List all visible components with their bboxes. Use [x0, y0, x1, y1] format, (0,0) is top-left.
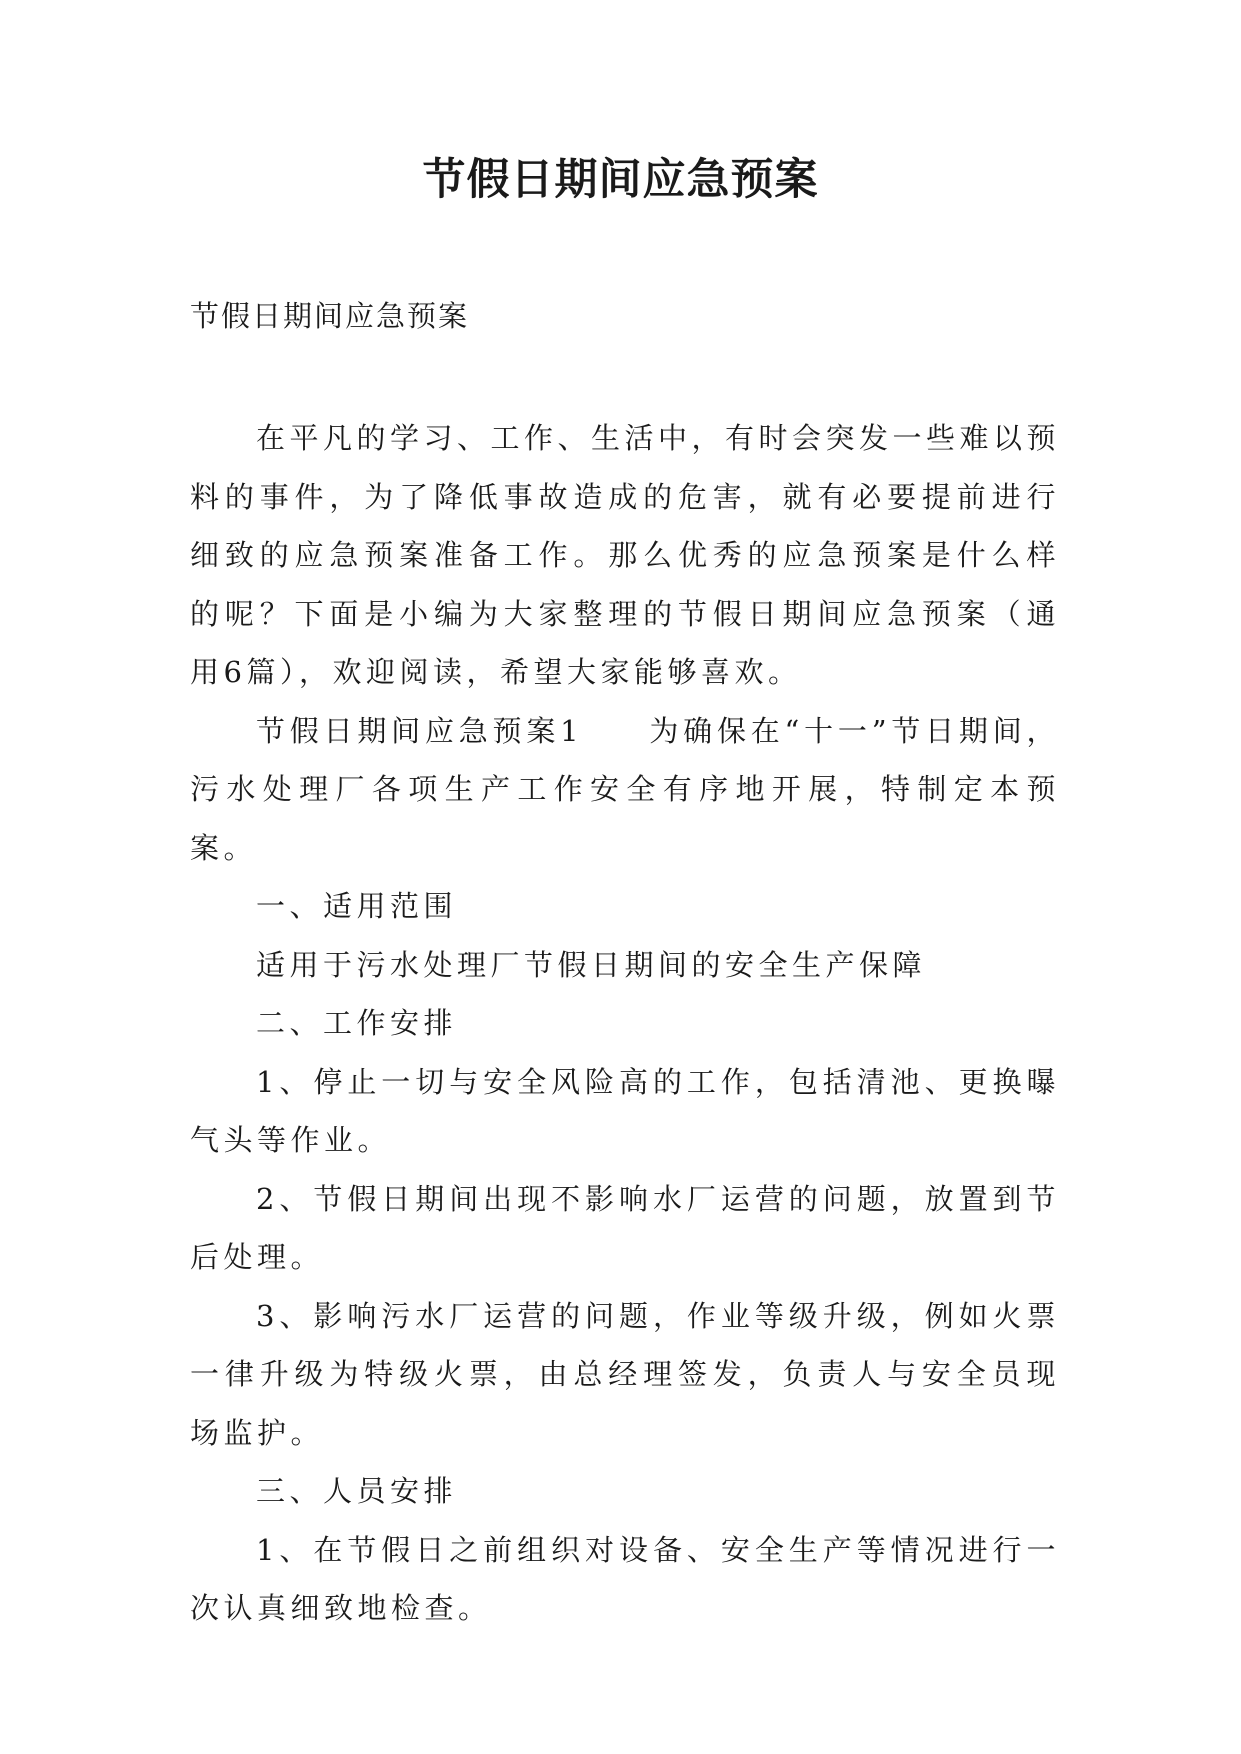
document-title: 节假日期间应急预案	[422, 155, 819, 205]
scope-text: 适用于污水处理厂节假日期间的安全生产保障	[256, 947, 927, 982]
work-item: 1、停止一切与安全风险高的工作，包括清池、更换曝气头等作业。	[190, 1064, 1060, 1157]
intro-paragraph: 在平凡的学习、工作、生活中，有时会突发一些难以预料的事件，为了降低事故造成的危害，就有必要提前进行细致的应急预案准备工作。那么优秀的应急预案是什么样的呢？下面是小编为大家整理的节假日期间应急预案（通用6篇），欢迎阅读，希望大家能够喜欢。	[190, 421, 1061, 689]
work-item: 3、影响污水厂运营的问题，作业等级升级，例如火票一律升级为特级火票，由总经理签发，负责人与安全员现场监护。	[190, 1298, 1060, 1450]
staff-item: 1、在节假日之前组织对设备、安全生产等情况进行一次认真细致地检查。	[190, 1532, 1060, 1625]
work-heading: 二、工作安排	[256, 1006, 458, 1040]
staff-heading: 三、人员安排	[256, 1474, 458, 1508]
section-1-heading: 节假日期间应急预案1	[256, 713, 584, 748]
section-1-paragraph	[190, 702, 1060, 878]
section-1-lead: 为确保在“十一”节日期间，污水处理厂各项生产工作安全有序地开展，特制定本预案。	[190, 713, 1061, 865]
document-subtitle: 节假日期间应急预案	[190, 299, 470, 333]
work-item: 2、节假日期间出现不影响水厂运营的问题，放置到节后处理。	[190, 1181, 1060, 1274]
scope-heading: 一、适用范围	[256, 889, 458, 923]
document-body	[190, 409, 1060, 1638]
